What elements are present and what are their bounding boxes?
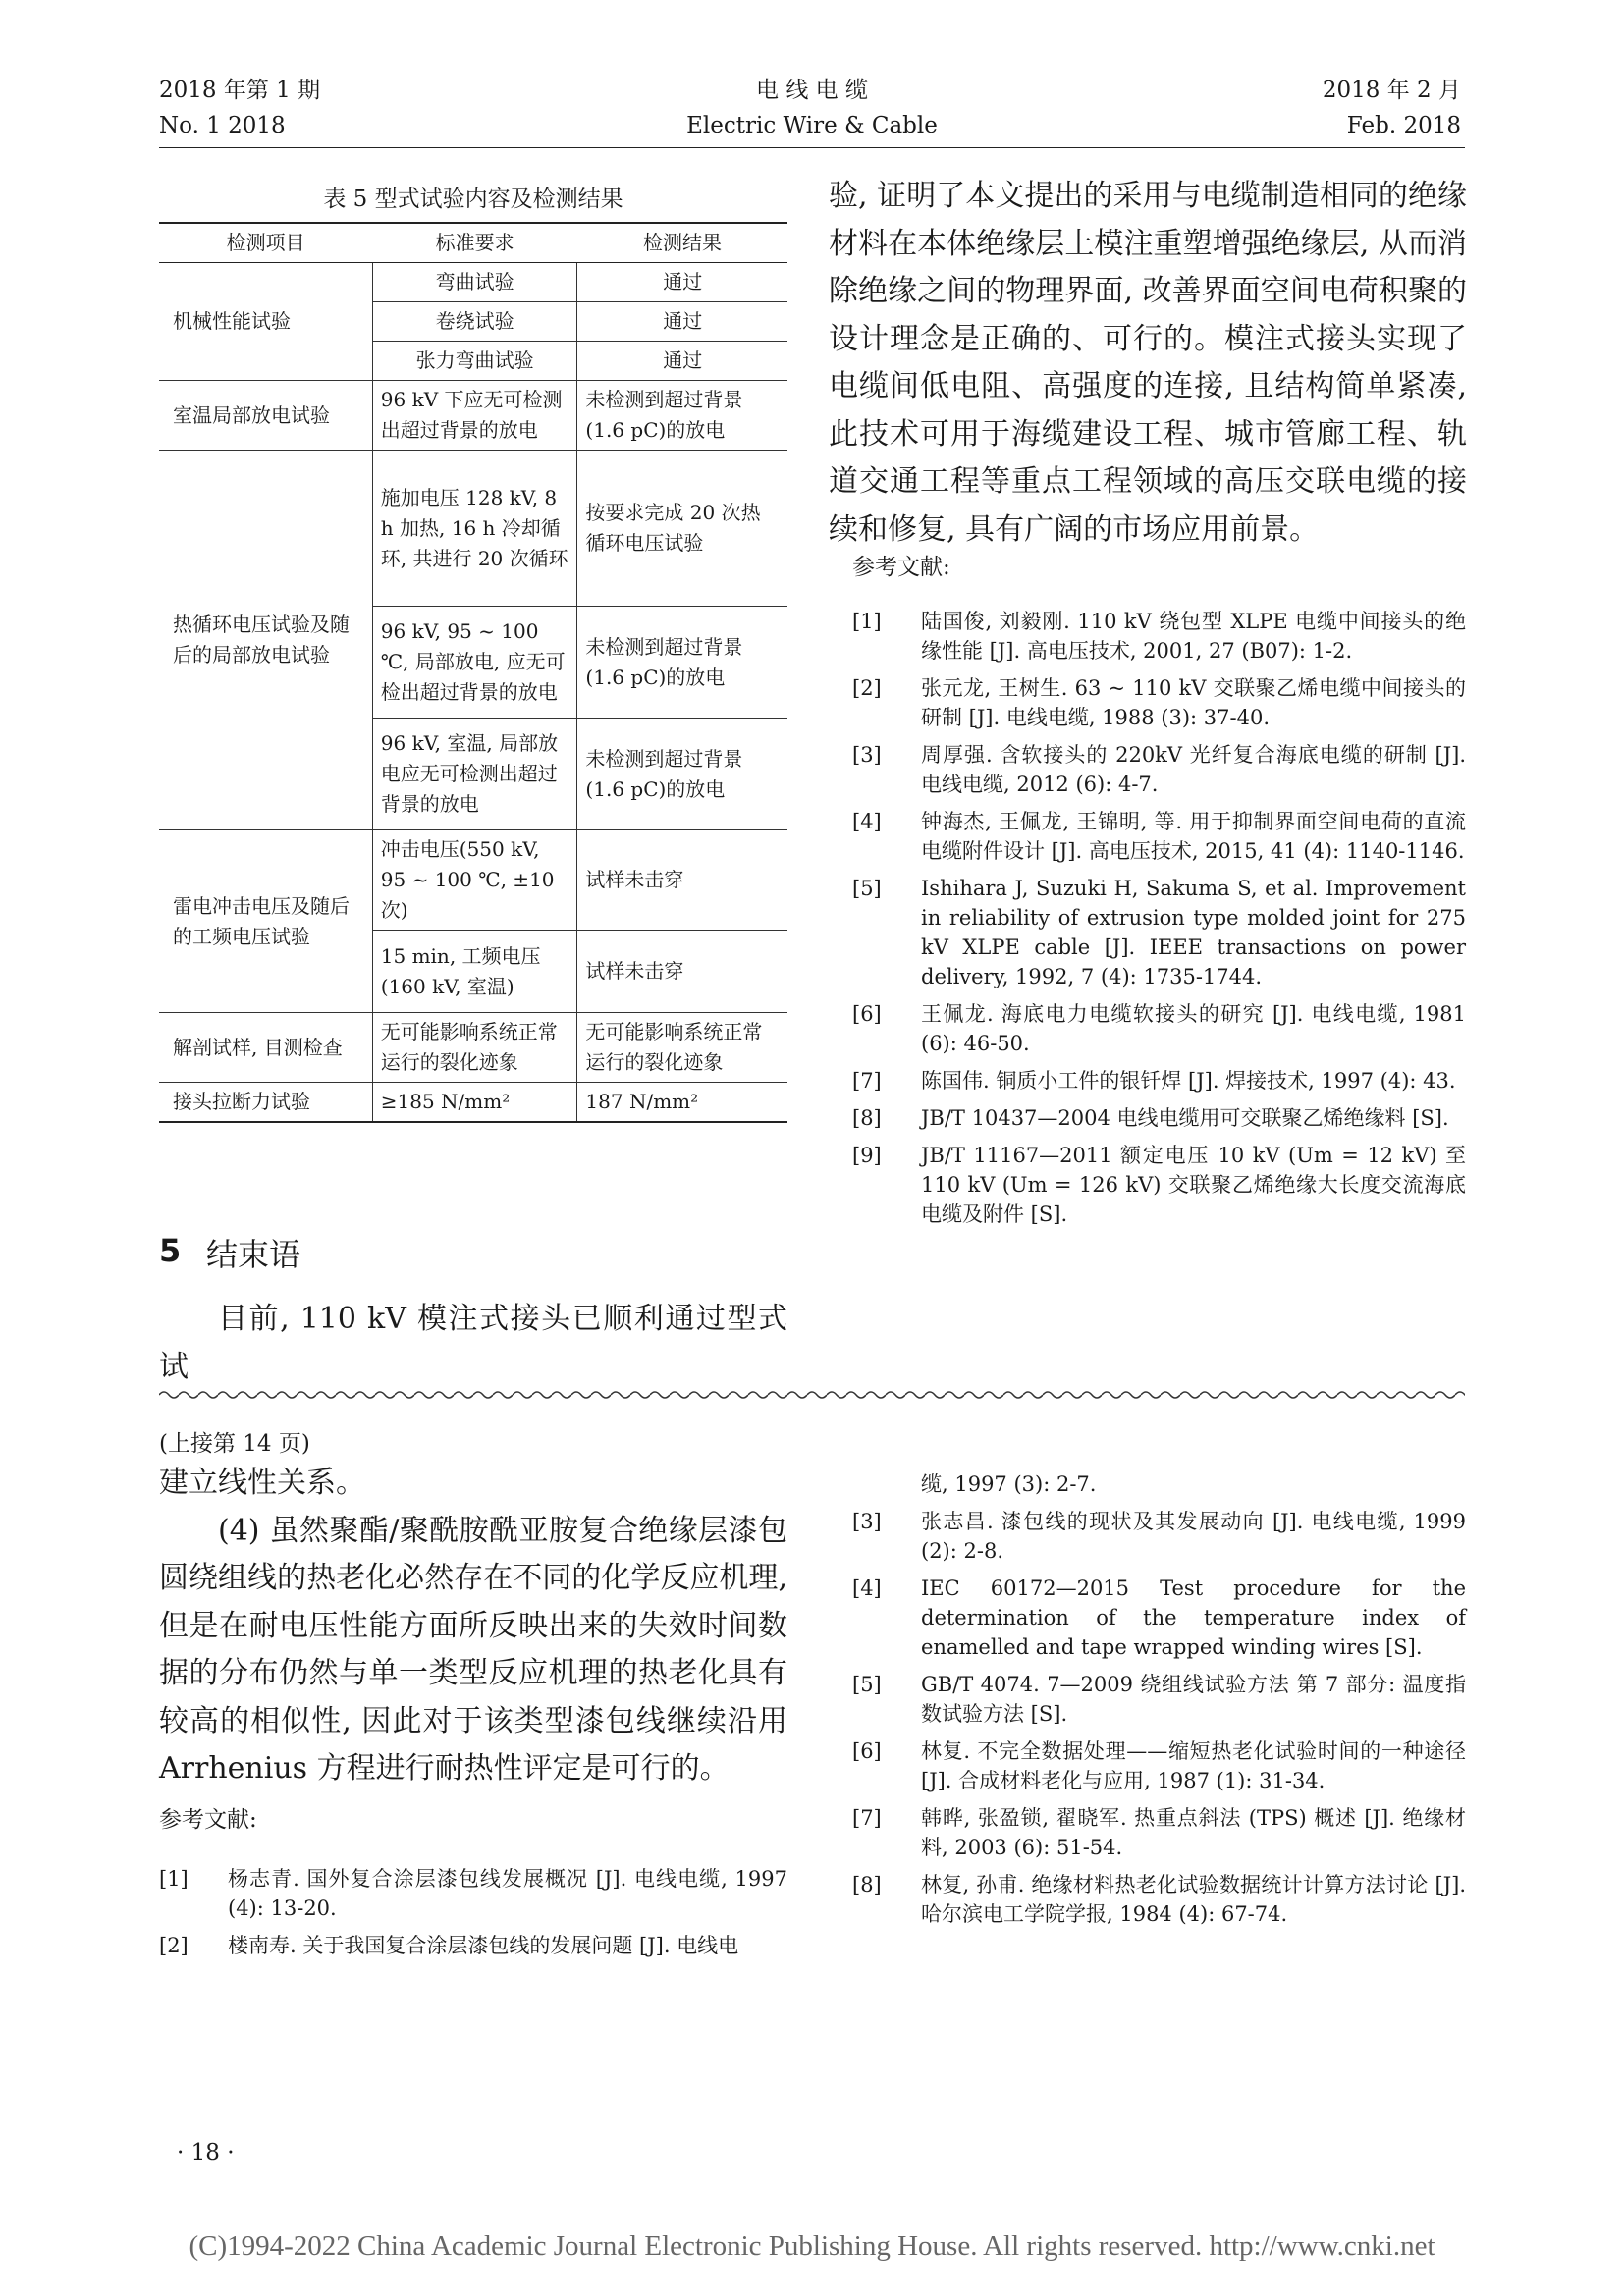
- reference-number: [5]: [852, 1673, 882, 1696]
- reference-item: [852, 1574, 1466, 1662]
- cell-result: 通过: [577, 302, 787, 342]
- reference-number: [9]: [852, 1144, 882, 1167]
- table-header-row: [159, 223, 787, 263]
- reference-item: [159, 1931, 787, 1960]
- reference-item: [852, 807, 1466, 866]
- references-heading: 参考文献:: [852, 555, 950, 580]
- reference-text: 张志昌. 漆包线的现状及其发展动向 [J]. 电线电缆, 1999 (2): 2-8.: [921, 1510, 1466, 1563]
- reference-text: IEC 60172—2015 Test procedure for the determination of the temperature index of enamelled and tape wrapped winding wires [S].: [921, 1576, 1466, 1659]
- reference-text: 钟海杰, 王佩龙, 王锦明, 等. 用于抑制界面空间电荷的直流电缆附件设计 [J]. 高电压技术, 2015, 41 (4): 1140-1146.: [921, 810, 1466, 863]
- reference-text: JB/T 11167—2011 额定电压 10 kV (Um = 12 kV) 至 110 kV (Um = 126 kV) 交联聚乙烯绝缘大长度交流海底电缆及附件 [S].: [921, 1144, 1466, 1226]
- body-paragraph: (4) 虽然聚酯/聚酰胺酰亚胺复合绝缘层漆包圆绕组线的热老化必然存在不同的化学反应机理, 但是在耐电压性能方面所反映出来的失效时间数据的分布仍然与单一类型反应机理的热老化具有较高的相似性, 因此对于该类型漆包线继续沿用 Arrhenius 方程进行耐热性评定是可行的。: [159, 1513, 787, 1786]
- header-rule: [159, 147, 1465, 148]
- cell-requirement: 施加电压 128 kV, 8 h 加热, 16 h 冷却循环, 共进行 20 次循环: [372, 451, 577, 607]
- reference-text: 陈国伟. 铜质小工件的银钎焊 [J]. 焊接技术, 1997 (4): 43.: [921, 1069, 1456, 1093]
- reference-number: [5]: [852, 877, 882, 900]
- cell-requirement: 96 kV, 室温, 局部放电应无可检测出超过背景的放电: [372, 719, 577, 830]
- reference-text: 楼南寿. 关于我国复合涂层漆包线的发展问题 [J]. 电线电: [228, 1934, 739, 1957]
- reference-item: [852, 607, 1466, 666]
- reference-item: [852, 740, 1466, 799]
- table-row: [159, 830, 787, 931]
- cell-result: 通过: [577, 263, 787, 302]
- cell-item: 室温局部放电试验: [159, 381, 372, 451]
- cell-requirement: 96 kV, 95 ~ 100 ℃, 局部放电, 应无可检出超过背景的放电: [372, 607, 577, 719]
- cell-item: 雷电冲击电压及随后的工频电压试验: [159, 830, 372, 1013]
- reference-item: [852, 1066, 1466, 1095]
- reference-text: JB/T 10437—2004 电线电缆用可交联聚乙烯绝缘料 [S].: [921, 1106, 1449, 1130]
- reference-text: 周厚强. 含软接头的 220kV 光纤复合海底电缆的研制 [J]. 电线电缆, 2012 (6): 4-7.: [921, 743, 1466, 796]
- cell-requirement: 15 min, 工频电压(160 kV, 室温): [372, 931, 577, 1013]
- reference-number: [1]: [159, 1867, 189, 1891]
- cell-result: 按要求完成 20 次热循环电压试验: [577, 451, 787, 607]
- reference-text: 王佩龙. 海底电力电缆软接头的研究 [J]. 电线电缆, 1981 (6): 46-50.: [921, 1002, 1466, 1055]
- cell-item: 接头拉断力试验: [159, 1083, 372, 1123]
- section-number: 5: [159, 1232, 182, 1269]
- cell-requirement: 张力弯曲试验: [372, 342, 577, 381]
- reference-item: [852, 1507, 1466, 1566]
- reference-item: [852, 673, 1466, 732]
- reference-number: [2]: [852, 676, 882, 700]
- reference-text: Ishihara J, Suzuki H, Sakuma S, et al. Improvement in reliability of extrusion type molded joint for 275 kV XLPE cable [J]. IEEE transactions on power delivery, 1992, 7 (4): 1735-1744.: [921, 877, 1466, 988]
- reference-text: 林复, 孙甫. 绝缘材料热老化试验数据统计计算方法讨论 [J]. 哈尔滨电工学院学报, 1984 (4): 67-74.: [921, 1873, 1466, 1926]
- references-heading: 参考文献:: [159, 1807, 257, 1833]
- cell-result: 未检测到超过背景(1.6 pC)的放电: [577, 607, 787, 719]
- cell-requirement: 无可能影响系统正常运行的裂化迹象: [372, 1013, 577, 1083]
- reference-item: [852, 1736, 1466, 1795]
- reference-number: [4]: [852, 810, 882, 833]
- reference-text: 林复. 不完全数据处理——缩短热老化试验时间的一种途径 [J]. 合成材料老化与应用, 1987 (1): 31-34.: [921, 1739, 1466, 1792]
- reference-number: [8]: [852, 1873, 882, 1896]
- reference-number: [7]: [852, 1069, 882, 1093]
- cell-item: 热循环电压试验及随后的局部放电试验: [159, 451, 372, 830]
- reference-item: [852, 1670, 1466, 1729]
- reference-list: [852, 1507, 1466, 1929]
- reference-number: [1]: [852, 610, 882, 633]
- journal-title-cn: 电 线 电 缆: [756, 78, 868, 103]
- reference-list: [852, 607, 1466, 1237]
- issue-cn: 2018 年第 1 期: [159, 78, 321, 103]
- reference-number: [3]: [852, 743, 882, 767]
- continued-note: (上接第 14 页): [159, 1431, 310, 1457]
- cell-result: 无可能影响系统正常运行的裂化迹象: [577, 1013, 787, 1083]
- table-row: [159, 1013, 787, 1083]
- date-cn: 2018 年 2 月: [1322, 78, 1461, 103]
- table-caption: 表 5 型式试验内容及检测结果: [323, 187, 623, 212]
- reference-number: [4]: [852, 1576, 882, 1600]
- reference-text: 杨志青. 国外复合涂层漆包线发展概况 [J]. 电线电缆, 1997 (4): 13-20.: [228, 1867, 787, 1920]
- reference-number: [6]: [852, 1739, 882, 1763]
- reference-number: [8]: [852, 1106, 882, 1130]
- cell-result: 187 N/mm²: [577, 1083, 787, 1123]
- table-row: [159, 263, 787, 302]
- cell-item: 解剖试样, 目测检查: [159, 1013, 372, 1083]
- table-row: [159, 381, 787, 451]
- conclusion-continuation: 验, 证明了本文提出的采用与电缆制造相同的绝缘材料在本体绝缘层上模注重塑增强绝缘层, 从而消除绝缘之间的物理界面, 改善界面空间电荷积聚的设计理念是正确的、可行的。模注式接头实现了电缆间低电阻、高强度的连接, 且结构简单紧凑, 此技术可用于海缆建设工程、城市管廊工程、轨道交通工程等重点工程领域的高压交联电缆的接续和修复, 具有广阔的市场应用前景。: [829, 179, 1467, 547]
- reference-item: [159, 1864, 787, 1923]
- reference-number: [7]: [852, 1806, 882, 1830]
- reference-item: [852, 1870, 1466, 1929]
- reference-item: [852, 874, 1466, 991]
- type-test-table: [159, 222, 787, 1123]
- reference-item: [852, 1103, 1466, 1133]
- reference-item: [852, 1141, 1466, 1229]
- section-title: 结束语: [206, 1236, 301, 1273]
- wavy-separator: [159, 1389, 1465, 1401]
- date-en: Feb. 2018: [1346, 113, 1461, 138]
- reference-text: GB/T 4074. 7—2009 绕组线试验方法 第 7 部分: 温度指数试验方法 [S].: [921, 1673, 1466, 1726]
- reference-list: [159, 1864, 787, 1968]
- cell-item: 机械性能试验: [159, 263, 372, 381]
- reference-text: 张元龙, 王树生. 63 ~ 110 kV 交联聚乙烯电缆中间接头的研制 [J]. 电线电缆, 1988 (3): 37-40.: [921, 676, 1466, 729]
- cell-result: 通过: [577, 342, 787, 381]
- col-header-item: 检测项目: [159, 223, 372, 263]
- cell-requirement: 96 kV 下应无可检测出超过背景的放电: [372, 381, 577, 451]
- table-row: [159, 1083, 787, 1123]
- journal-title-en: Electric Wire & Cable: [686, 113, 938, 138]
- cell-result: 试样未击穿: [577, 931, 787, 1013]
- reference-number: [3]: [852, 1510, 882, 1533]
- issue-en: No. 1 2018: [159, 113, 286, 138]
- reference-text: 陆国俊, 刘毅刚. 110 kV 绕包型 XLPE 电缆中间接头的绝缘性能 [J]. 高电压技术, 2001, 27 (B07): 1-2.: [921, 610, 1466, 663]
- cell-requirement: 弯曲试验: [372, 263, 577, 302]
- reference-list-continued: [852, 1469, 1466, 1937]
- col-header-result: 检测结果: [577, 223, 787, 263]
- cell-requirement: 卷绕试验: [372, 302, 577, 342]
- reference-item: [852, 999, 1466, 1058]
- continued-article-body: [159, 1460, 787, 1793]
- reference-number: [2]: [159, 1934, 189, 1957]
- reference-number: [6]: [852, 1002, 882, 1026]
- cell-requirement: ≥185 N/mm²: [372, 1083, 577, 1123]
- cell-result: 未检测到超过背景(1.6 pC)的放电: [577, 381, 787, 451]
- section-paragraph: 目前, 110 kV 模注式接头已顺利通过型式试: [159, 1302, 787, 1384]
- reference-text: 韩晔, 张盈锁, 翟晓军. 热重点斜法 (TPS) 概述 [J]. 绝缘材料, 2003 (6): 51-54.: [921, 1806, 1466, 1859]
- running-header-right: [1323, 73, 1461, 143]
- cell-requirement: 冲击电压(550 kV, 95 ~ 100 ℃, ±10 次): [372, 830, 577, 931]
- cell-result: 未检测到超过背景(1.6 pC)的放电: [577, 719, 787, 830]
- cell-result: 试样未击穿: [577, 830, 787, 931]
- body-line: 建立线性关系。: [159, 1466, 365, 1500]
- page-number: · 18 ·: [177, 2140, 235, 2165]
- col-header-requirement: 标准要求: [372, 223, 577, 263]
- copyright-footer: (C)1994-2022 China Academic Journal Electronic Publishing House. All rights reserved. http://www.cnki.net: [189, 2230, 1435, 2262]
- table-row: [159, 451, 787, 607]
- reference-continuation: 缆, 1997 (3): 2-7.: [921, 1472, 1097, 1496]
- reference-item: [852, 1803, 1466, 1862]
